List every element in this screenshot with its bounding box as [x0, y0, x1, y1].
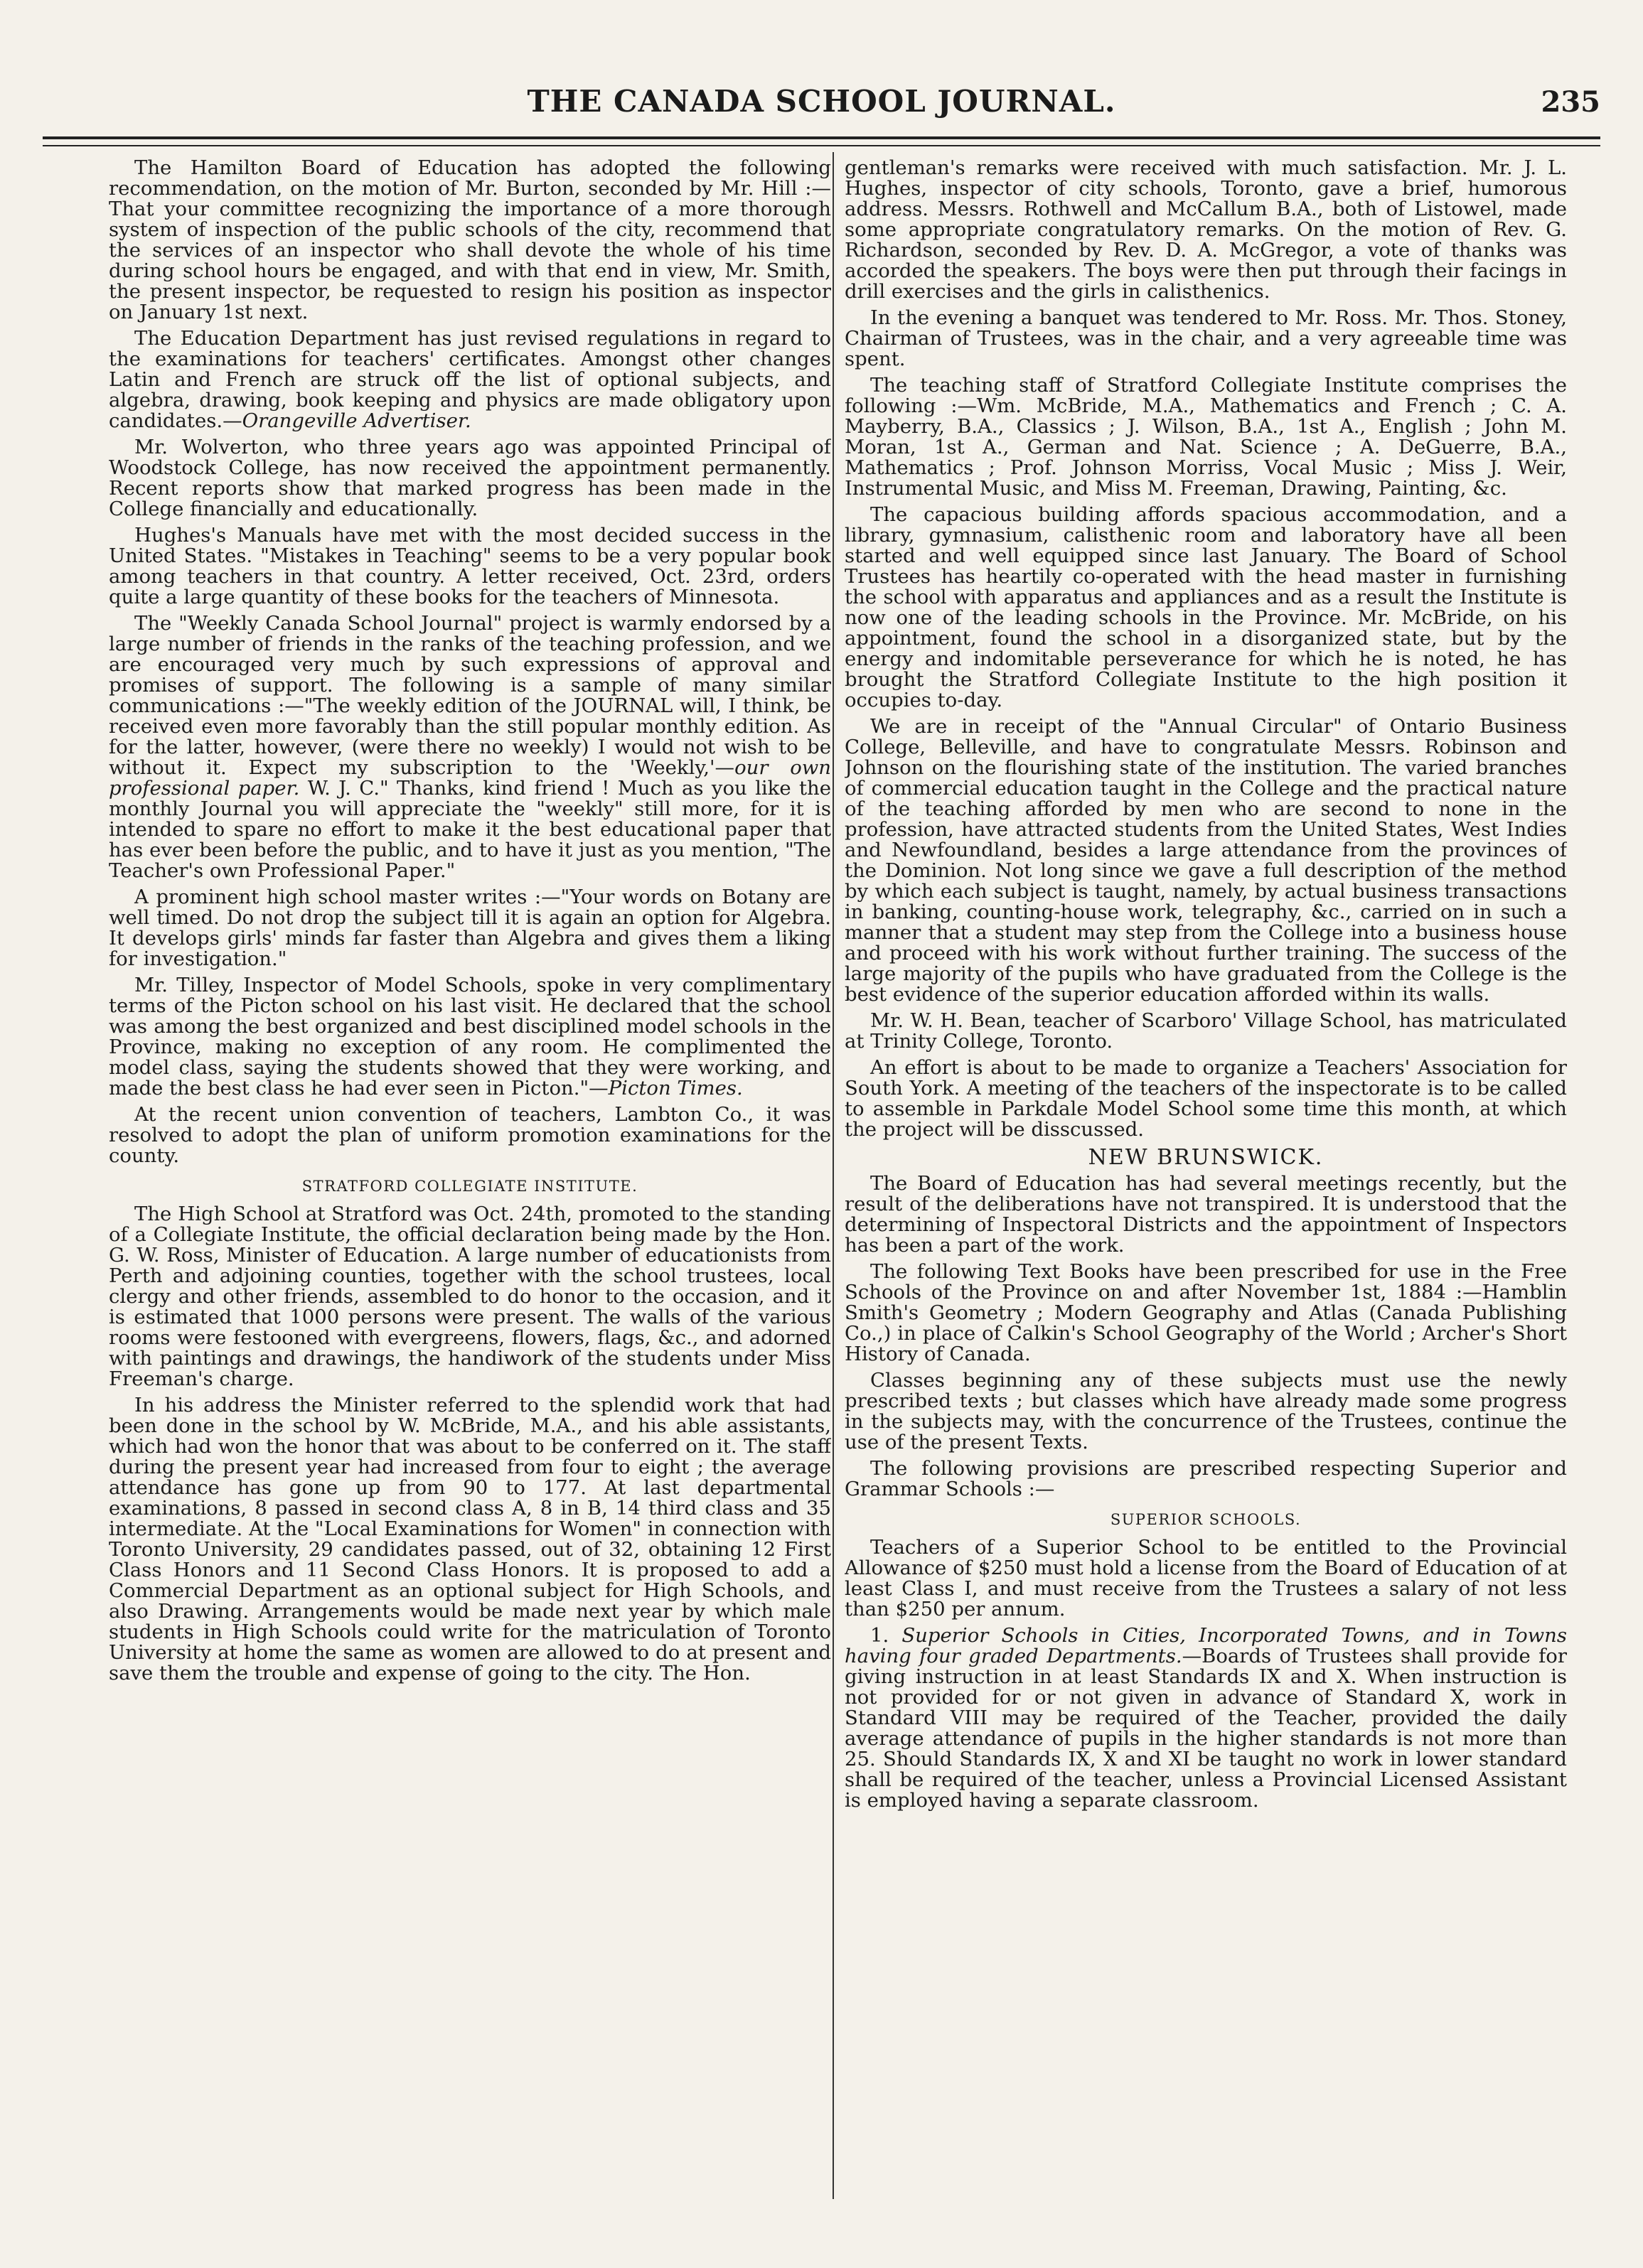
header-rule-thick [43, 136, 1600, 139]
section-heading-superior-schools: SUPERIOR SCHOOLS. [1110, 1511, 1302, 1528]
article-text: The "Weekly Canada School Journal" project is warmly endorsed by a large number of friends in the ranks of the teaching profession, and we are encouraged very much by such expressions of approval and promises of support. The following is a sample of many similar communications :—"The weekly edition of the JOURNAL will, I think, be received even more favorably than the still popular monthly edition. As for the latter, however, (were there no weekly) I would not wish to be without it. Expect my subscription to the 'Weekly,'— [109, 612, 831, 779]
section-heading-stratford: STRATFORD COLLEGIATE INSTITUTE. [301, 1178, 638, 1195]
article-hughes-manuals: Hughes's Manuals have met with the most decided success in the United States. "Mistakes in Teaching" seems to be a very popular book among teachers in that country. A letter received, Oct. 23rd, orders quite a large quantity of these books for the teachers of Minnesota. [109, 524, 831, 608]
article-building: The capacious building affords spacious accommodation, and a library, gymnasium, calisthenic room and laboratory have all been started and well equipped since last January. The Board of School Trustees has heartily co-operated with the head master in furnishing the school with apparatus and appliances and as a result the Institute is now one of the leading schools in the Province. Mr. McBride, on his appointment, found the school in a disorganized state, but by the energy and indomitable perseverance for which he is noted, he has brought the Stratford Collegiate Institute to the high position it occupies to-day. [845, 503, 1567, 711]
item-text: —Boards of Trustees shall provide for giving instruction in at least Standards IX and X. When instruction is not provided for or not given in advance of Standard X, work in Standard VIII may be required of the Teacher, provided the daily average attendance of pupils in the higher standards is not more than 25. Should Standards IX, X and XI be taught no work in lower standard shall be required of the teacher, unless a Provincial Licensed Assistant is employed having a separate classroom. [845, 1645, 1567, 1812]
article-classes: Classes beginning any of these subjects must use the newly prescribed texts ; but classes which have already made some progress in the subjects may, with the concurrence of the Trustees, continue the use of the present Texts. [845, 1369, 1567, 1453]
article-stratford-promotion: The High School at Stratford was Oct. 24th, promoted to the standing of a Collegiate Institute, the official declaration being made by the Hon. G. W. Ross, Minister of Education. A large number of educationists from Perth and adjoining counties, together with the school trustees, local clergy and other friends, assembled to do honor to the occasion, and it is estimated that 1000 persons were present. The walls of the various rooms were festooned with evergreens, flowers, flags, &c., and adorned with paintings and drawings, the handiwork of the students under Miss Freeman's charge. [109, 1203, 831, 1390]
page-header [43, 84, 1600, 134]
article-lambton: At the recent union convention of teachers, Lambton Co., it was resolved to adopt the plan of uniform promotion examinations for the county. [109, 1103, 831, 1167]
page-number: 235 [1541, 85, 1600, 119]
article-source: Orangeville Advertiser. [242, 409, 471, 432]
journal-title: THE CANADA SCHOOL JOURNAL. [527, 84, 1116, 119]
article-botany: A prominent high school master writes :—"Your words on Botany are well timed. Do not drop the subject till it is again an option for Algebra. It develops girls' minds far faster than Algebra and gives them a liking for investigation." [109, 886, 831, 970]
section-heading-new-brunswick: NEW BRUNSWICK. [1088, 1145, 1324, 1170]
article-tilley [109, 975, 831, 1099]
article-provisions: The following provisions are prescribed respecting Superior and Grammar Schools :— [845, 1457, 1567, 1500]
article-superior-cities [845, 1625, 1567, 1811]
header-rule-thin [43, 145, 1600, 146]
article-teaching-staff: The teaching staff of Stratford Collegiate Institute comprises the following :—Wm. McBride, M.A., Mathematics and French ; C. A. Mayberry, B.A., Classics ; J. Wilson, B.A., 1st A., English ; John M. Moran, 1st A., German and Nat. Science ; A. DeGuerre, B.A., Mathematics ; Prof. Johnson Morriss, Vocal Music ; Miss J. Weir, Instrumental Music, and Miss M. Freeman, Drawing, Painting, &c. [845, 374, 1567, 500]
article-banquet: In the evening a banquet was tendered to Mr. Ross. Mr. Thos. Stoney, Chairman of Trustees, was in the chair, and a very agreeable time was spent. [845, 306, 1567, 370]
article-text: Mr. Tilley, Inspector of Model Schools, spoke in very complimentary terms of the Picton school on his last visit. He declared that the school was among the best organized and best disciplined model schools in the Province, making no exception of any room. He complimented the model class, saying the students showed that they were working, and made the best class he had ever seen in Picton."— [109, 974, 831, 1100]
article-text-end: W. J. C." Thanks, kind friend ! Much as you like the monthly Journal you will appreciate the "weekly" still more, for it is intended to spare no effort to make it the best educational paper that has ever been before the public, and to have it just as you mention, "The Teacher's own Professional Paper." [109, 777, 831, 882]
article-education-department [109, 328, 831, 431]
article-south-york: An effort is about to be made to organize a Teachers' Association for South York. A meeting of the teachers of the inspectorate is to be called to assemble in Parkdale Model School some time this month, at which the project will be disscussed. [845, 1056, 1567, 1141]
right-column [845, 158, 1567, 2205]
article-hamilton-board: The Hamilton Board of Education has adopted the following recommendation, on the motion of Mr. Burton, seconded by Mr. Hill :—That your committee recognizing the importance of a more thorough system of inspection of the public schools of the city, recommend that the services of an inspector who shall devote the whole of his time during school hours be engaged, and with that end in view, Mr. Smith, the present inspector, be requested to resign his position as inspector on January 1st next. [109, 158, 831, 323]
item-number: 1. [870, 1624, 902, 1647]
article-italic-quote: our own professional paper. [109, 756, 831, 800]
item-italic-heading: Superior Schools in Cities, Incorporated Towns, and in Towns having four graded Departments. [845, 1624, 1567, 1667]
article-source: Picton Times. [608, 1077, 743, 1100]
column-divider [833, 152, 834, 2199]
article-board-meetings: The Board of Education has had several meetings recently, but the result of the deliberations have not transpired. It is understood that the determining of Inspectoral Districts and the appointment of Inspectors has been a part of the work. [845, 1172, 1567, 1257]
article-weekly-journal [109, 613, 831, 881]
article-text: The Education Department has just revised regulations in regard to the examinations for teachers' certificates. Amongst other changes Latin and French are struck off the list of optional subjects, and algebra, drawing, book keeping and physics are made obligatory upon candidates.— [109, 327, 831, 432]
article-minister-address: In his address the Minister referred to the splendid work that had been done in the school by W. McBride, M.A., and his able assistants, which had won the honor that was about to be conferred on it. The staff during the present year had increased from four to eight ; the average attendance has gone up from 90 to 177. At last departmental examinations, 8 passed in second class A, 8 in B, 14 third class and 35 intermediate. At the "Local Examinations for Women" in connection with Toronto University, 29 candidates passed, out of 32, obtaining 12 First Class Honors and 11 Second Class Honors. It is proposed to add a Commercial Department as an optional subject for High Schools, and also Drawing. Arrangements would be made next year by which male students in High Schools could write for the matriculation of Toronto University at home the same as women are allowed to do at present and save them the trouble and expense of going to the city. The Hon. [109, 1394, 831, 1684]
article-bean: Mr. W. H. Bean, teacher of Scarboro' Village School, has matriculated at Trinity College, Toronto. [845, 1009, 1567, 1053]
article-business-college: We are in receipt of the "Annual Circular" of Ontario Business College, Belleville, and have to congratulate Messrs. Robinson and Johnson on the flourishing state of the institution. The varied branches of commercial education taught in the College and the practical nature of the teaching afforded by men who are second to none in the profession, have attracted students from the United States, West Indies and Newfoundland, besides a large attendance from the provinces of the Dominion. Not long since we gave a full description of the method by which each subject is taught, namely, by actual business transactions in banking, counting-house work, telegraphy, &c., carried on in such a manner that a student may step from the College into a business house and proceed with his work without further training. The success of the large majority of the pupils who have graduated from the College is the best evidence of the superior education afforded within its walls. [845, 715, 1567, 1006]
left-column [109, 158, 831, 2205]
article-wolverton: Mr. Wolverton, who three years ago was appointed Principal of Woodstock College, has now received the appointment permanently. Recent reports show that marked progress has been made in the College financially and educationally. [109, 436, 831, 520]
article-stratford-continued: gentleman's remarks were received with much satisfaction. Mr. J. L. Hughes, inspector of city schools, Toronto, gave a brief, humorous address. Messrs. Rothwell and McCallum B.A., both of Listowel, made some appropriate congratulatory remarks. On the motion of Rev. G. Richardson, seconded by Rev. D. A. McGregor, a vote of thanks was accorded the speakers. The boys were then put through their facings in drill exercises and the girls in calisthenics. [845, 158, 1567, 303]
article-text-books: The following Text Books have been prescribed for use in the Free Schools of the Province on and after November 1st, 1884 :—Hamblin Smith's Geometry ; Modern Geography and Atlas (Canada Publishing Co.,) in place of Calkin's School Geography of the World ; Archer's Short History of Canada. [845, 1260, 1567, 1365]
article-superior-allowance: Teachers of a Superior School to be entitled to the Provincial Allowance of $250 must hold a license from the Board of Education of at least Class I, and must receive from the Trustees a salary of not less than $250 per annum. [845, 1536, 1567, 1621]
